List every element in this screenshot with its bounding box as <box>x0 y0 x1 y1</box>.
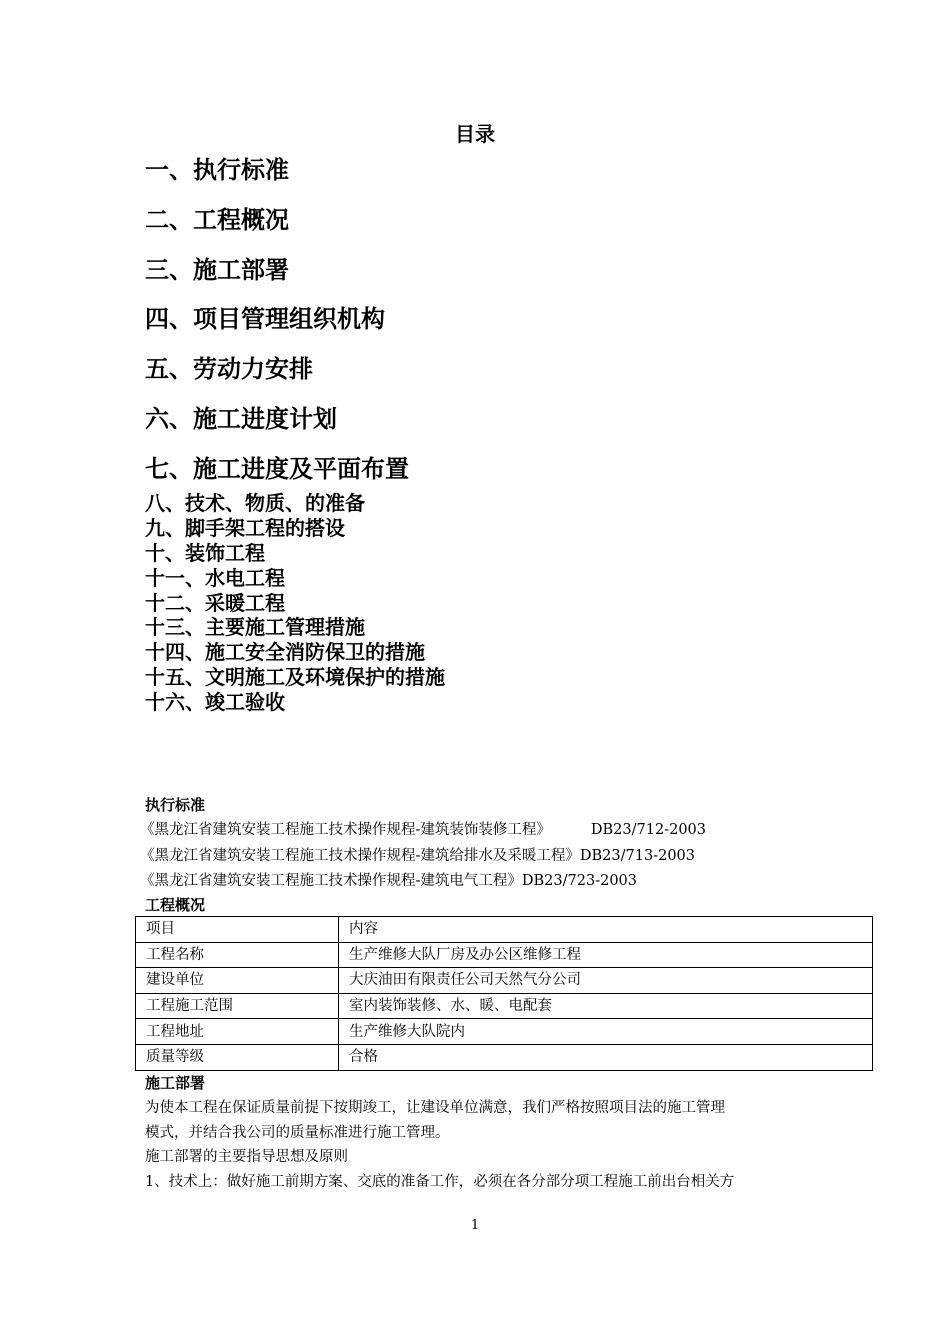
table-cell: 建设单位 <box>136 968 339 994</box>
toc-item: 十五、文明施工及环境保护的措施 <box>145 665 445 690</box>
standard-code: DB23/712-2003 <box>590 822 706 838</box>
table-cell: 生产维修大队厂房及办公区维修工程 <box>339 942 873 968</box>
toc-item: 九、脚手架工程的搭设 <box>145 515 345 540</box>
standard-code: DB23/713-2003 <box>579 847 695 864</box>
toc-item: 八、技术、物质、的准备 <box>145 491 365 515</box>
toc-item: 二、工程概况 <box>145 205 289 234</box>
overview-heading: 工程概况 <box>145 896 206 914</box>
standard-name: 《黑龙江省建筑安装工程施工技术操作规程-建筑给排水及采暖工程》 <box>140 847 580 864</box>
deployment-paragraph-line: 模式，并结合我公司的质量标准进行施工管理。 <box>145 1125 450 1141</box>
standard-item <box>140 869 706 895</box>
table-cell: 质量等级 <box>136 1044 339 1070</box>
table-row <box>136 993 873 1019</box>
table-row <box>136 1044 873 1070</box>
table-row <box>136 968 873 994</box>
standard-name: 《黑龙江省建筑安装工程施工技术操作规程-建筑装饰装修工程》 <box>140 822 551 838</box>
toc-title: 目录 <box>455 122 495 146</box>
toc-minor-list <box>145 491 445 715</box>
table-cell: 生产维修大队院内 <box>339 1019 873 1045</box>
table-header-cell: 项目 <box>136 917 339 943</box>
table-cell: 工程名称 <box>136 942 339 968</box>
toc-item: 五、劳动力安排 <box>145 355 313 384</box>
deployment-heading: 施工部署 <box>145 1074 206 1092</box>
table-row <box>136 1019 873 1045</box>
table-cell: 工程施工范围 <box>136 993 339 1019</box>
standards-list <box>140 818 706 895</box>
standard-name: 《黑龙江省建筑安装工程施工技术操作规程-建筑电气工程》 <box>140 873 522 889</box>
deployment-paragraph-line: 为使本工程在保证质量前提下按期竣工，让建设单位满意，我们严格按照项目法的施工管理 <box>145 1100 725 1116</box>
table-cell: 工程地址 <box>136 1019 339 1045</box>
toc-item: 十二、采暖工程 <box>145 590 285 615</box>
table-row <box>136 942 873 968</box>
toc-item: 七、施工进度及平面布置 <box>145 454 409 483</box>
table-header-cell: 内容 <box>339 917 873 943</box>
standard-item <box>140 844 706 870</box>
toc-item: 十三、主要施工管理措施 <box>145 615 365 640</box>
table-cell: 合格 <box>339 1044 873 1070</box>
toc-item: 四、项目管理组织机构 <box>145 305 385 334</box>
toc-item: 三、施工部署 <box>145 255 289 284</box>
toc-item: 一、执行标准 <box>145 156 289 184</box>
table-cell: 室内装饰装修、水、暖、电配套 <box>339 993 873 1019</box>
overview-table <box>135 916 873 1071</box>
page-number: 1 <box>470 1218 480 1233</box>
toc-item: 十六、竣工验收 <box>145 690 285 715</box>
toc-item: 六、施工进度计划 <box>145 404 337 433</box>
principles-heading: 施工部署的主要指导思想及原则 <box>145 1149 348 1165</box>
standards-heading: 执行标准 <box>145 796 206 814</box>
standard-item <box>140 818 706 844</box>
toc-item: 十一、水电工程 <box>145 565 285 590</box>
table-cell: 大庆油田有限责任公司天然气分公司 <box>339 968 873 994</box>
deployment-point: 1、技术上：做好施工前期方案、交底的准备工作，必须在各分部分项工程施工前出台相关方 <box>145 1174 735 1190</box>
toc-item: 十、装饰工程 <box>145 540 265 565</box>
standard-code: DB23/723-2003 <box>521 873 637 889</box>
table-header-row <box>136 917 873 943</box>
toc-major-list <box>145 152 409 501</box>
toc-item: 十四、施工安全消防保卫的措施 <box>145 640 425 665</box>
